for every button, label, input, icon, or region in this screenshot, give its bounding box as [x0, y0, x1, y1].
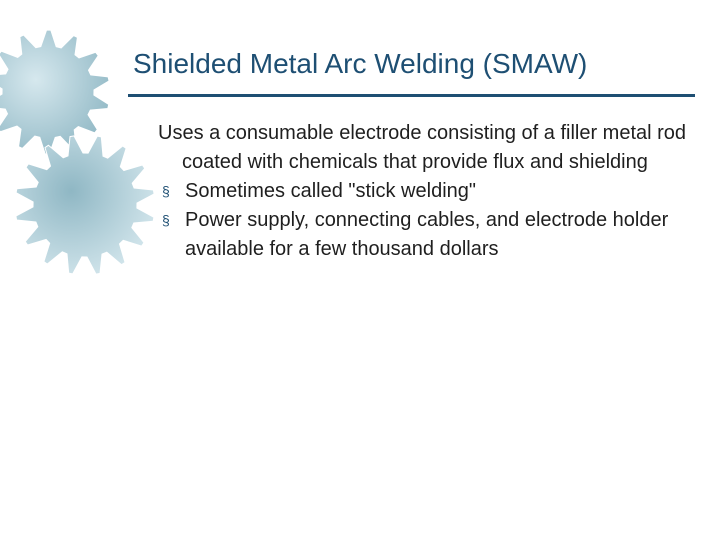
gear-icon: [16, 136, 154, 274]
bullet-text: Sometimes called "stick welding": [185, 180, 476, 202]
bullet-item: [158, 177, 698, 206]
intro-paragraph: Uses a consumable electrode consisting of a filler metal rod coated with chemicals that provide flux and shielding: [158, 122, 687, 173]
bullet-text: Power supply, connecting cables, and electrode holder available for a few thousand dollars: [185, 209, 669, 260]
slide-title: Shielded Metal Arc Welding (SMAW): [133, 48, 588, 79]
slide-body: [158, 119, 698, 264]
title-divider: [128, 94, 695, 97]
gear-icon: [0, 30, 109, 154]
bullet-item: [158, 206, 698, 264]
bullet-marker: §: [162, 212, 170, 228]
bullet-marker: §: [162, 183, 170, 199]
